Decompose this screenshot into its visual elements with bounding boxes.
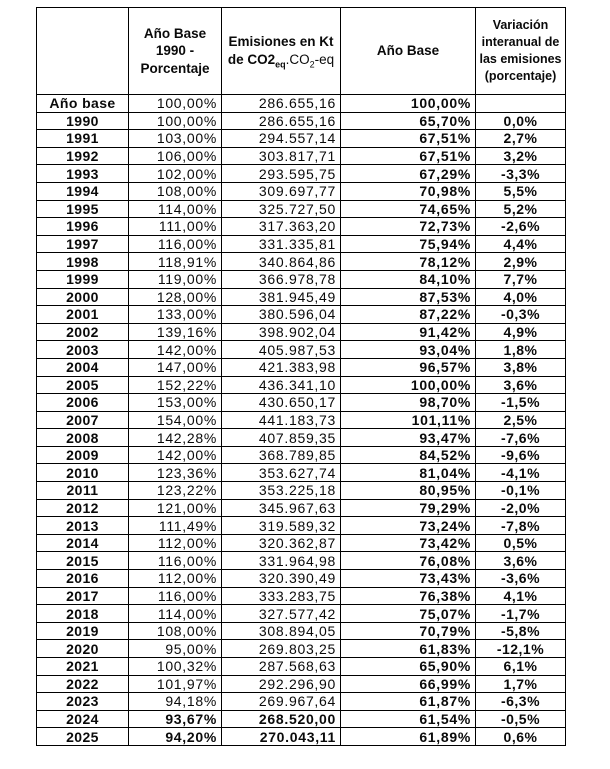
base-year-cell: 74,65% (341, 200, 476, 218)
year-cell: 2004 (37, 358, 129, 376)
emissions-kt-cell: 319.589,32 (222, 517, 341, 535)
base-year-percentage-cell: 95,00% (129, 640, 222, 658)
table-row (37, 95, 566, 113)
table-row (37, 710, 566, 728)
base-year-percentage-cell: 106,00% (129, 147, 222, 165)
base-year-percentage-cell: 108,00% (129, 182, 222, 200)
base-year-cell: 91,42% (341, 323, 476, 341)
emissions-kt-cell: 317.363,20 (222, 218, 341, 236)
interannual-variation-cell: 3,2% (476, 147, 566, 165)
table-row (37, 341, 566, 359)
year-cell: 2017 (37, 587, 129, 605)
interannual-variation-cell: 2,5% (476, 411, 566, 429)
interannual-variation-cell: -3,3% (476, 165, 566, 183)
year-cell: 2005 (37, 376, 129, 394)
year-cell: 2020 (37, 640, 129, 658)
interannual-variation-cell: 1,7% (476, 675, 566, 693)
interannual-variation-cell: 3,6% (476, 552, 566, 570)
year-cell: 2023 (37, 693, 129, 711)
table-row (37, 570, 566, 588)
emissions-kt-cell: 331.335,81 (222, 235, 341, 253)
emissions-kt-cell: 293.595,75 (222, 165, 341, 183)
year-cell: 2011 (37, 482, 129, 500)
interannual-variation-cell: 2,9% (476, 253, 566, 271)
header-emissions-line1: Emisiones en Kt (228, 34, 334, 50)
year-cell: 2014 (37, 534, 129, 552)
emissions-kt-cell: 345.967,63 (222, 499, 341, 517)
year-cell: 1999 (37, 270, 129, 288)
table-row (37, 499, 566, 517)
table-row (37, 446, 566, 464)
interannual-variation-cell: -0,3% (476, 306, 566, 324)
year-cell: 2000 (37, 288, 129, 306)
base-year-percentage-cell: 102,00% (129, 165, 222, 183)
interannual-variation-cell: 5,2% (476, 200, 566, 218)
interannual-variation-cell: 3,6% (476, 376, 566, 394)
interannual-variation-cell: 4,9% (476, 323, 566, 341)
emissions-kt-cell: 368.789,85 (222, 446, 341, 464)
interannual-variation-cell: -12,1% (476, 640, 566, 658)
base-year-percentage-cell: 114,00% (129, 605, 222, 623)
year-cell: 2019 (37, 622, 129, 640)
year-cell: 2025 (37, 728, 129, 746)
table-row (37, 147, 566, 165)
year-cell: Año base (37, 95, 129, 113)
emissions-kt-cell: 340.864,86 (222, 253, 341, 271)
interannual-variation-cell: -1,7% (476, 605, 566, 623)
header-emissions-co2-bold: de CO2 (227, 52, 276, 67)
base-year-cell: 100,00% (341, 95, 476, 113)
table-row (37, 429, 566, 447)
base-year-percentage-cell: 142,00% (129, 446, 222, 464)
emissions-kt-cell: 405.987,53 (222, 341, 341, 359)
table-row (37, 587, 566, 605)
table-row (37, 323, 566, 341)
header-row (37, 8, 566, 95)
year-cell: 1992 (37, 147, 129, 165)
base-year-percentage-cell: 111,00% (129, 218, 222, 236)
year-cell: 1993 (37, 165, 129, 183)
table-row (37, 534, 566, 552)
table-row (37, 130, 566, 148)
table-body (37, 95, 566, 746)
emissions-kt-cell: 294.557,14 (222, 130, 341, 148)
base-year-percentage-cell: 100,00% (129, 95, 222, 113)
base-year-cell: 65,70% (341, 112, 476, 130)
interannual-variation-cell: 5,5% (476, 182, 566, 200)
base-year-cell: 73,43% (341, 570, 476, 588)
base-year-cell: 81,04% (341, 464, 476, 482)
year-cell: 2018 (37, 605, 129, 623)
base-year-percentage-cell: 116,00% (129, 587, 222, 605)
table-row (37, 394, 566, 412)
header-interannual-variation: Variación interanual de las emisiones (porcentaje) (476, 8, 566, 95)
emissions-kt-cell: 286.655,16 (222, 112, 341, 130)
interannual-variation-cell: 0,5% (476, 534, 566, 552)
year-cell: 2022 (37, 675, 129, 693)
emissions-kt-cell: 269.803,25 (222, 640, 341, 658)
table-row (37, 288, 566, 306)
emissions-kt-cell: 286.655,16 (222, 95, 341, 113)
emissions-kt-cell: 331.964,98 (222, 552, 341, 570)
year-cell: 1991 (37, 130, 129, 148)
base-year-percentage-cell: 152,22% (129, 376, 222, 394)
base-year-cell: 100,00% (341, 376, 476, 394)
year-cell: 2006 (37, 394, 129, 412)
year-cell: 2010 (37, 464, 129, 482)
year-cell: 1995 (37, 200, 129, 218)
base-year-percentage-cell: 154,00% (129, 411, 222, 429)
emissions-kt-cell: 268.520,00 (222, 710, 341, 728)
base-year-cell: 67,51% (341, 130, 476, 148)
emissions-kt-cell: 353.627,74 (222, 464, 341, 482)
interannual-variation-cell: 0,6% (476, 728, 566, 746)
table-row (37, 112, 566, 130)
base-year-percentage-cell: 100,00% (129, 112, 222, 130)
table-row (37, 376, 566, 394)
base-year-cell: 78,12% (341, 253, 476, 271)
interannual-variation-cell: -2,0% (476, 499, 566, 517)
year-cell: 2015 (37, 552, 129, 570)
base-year-percentage-cell: 121,00% (129, 499, 222, 517)
interannual-variation-cell: -9,6% (476, 446, 566, 464)
emissions-table (36, 7, 566, 746)
interannual-variation-cell: -5,8% (476, 622, 566, 640)
table-row (37, 358, 566, 376)
table-row (37, 411, 566, 429)
interannual-variation-cell: -7,6% (476, 429, 566, 447)
year-cell: 1996 (37, 218, 129, 236)
year-cell: 2016 (37, 570, 129, 588)
base-year-percentage-cell: 153,00% (129, 394, 222, 412)
table-row (37, 270, 566, 288)
interannual-variation-cell: 4,4% (476, 235, 566, 253)
base-year-cell: 65,90% (341, 658, 476, 676)
base-year-cell: 87,53% (341, 288, 476, 306)
interannual-variation-cell: -7,8% (476, 517, 566, 535)
base-year-percentage-cell: 119,00% (129, 270, 222, 288)
emissions-kt-cell: 366.978,78 (222, 270, 341, 288)
table-row (37, 622, 566, 640)
base-year-percentage-cell: 100,32% (129, 658, 222, 676)
base-year-cell: 73,24% (341, 517, 476, 535)
year-cell: 2007 (37, 411, 129, 429)
emissions-kt-cell: 421.383,98 (222, 358, 341, 376)
base-year-percentage-cell: 142,00% (129, 341, 222, 359)
year-cell: 2021 (37, 658, 129, 676)
table-row (37, 605, 566, 623)
base-year-cell: 75,94% (341, 235, 476, 253)
base-year-percentage-cell: 116,00% (129, 552, 222, 570)
table-row (37, 640, 566, 658)
year-cell: 2012 (37, 499, 129, 517)
base-year-cell: 76,08% (341, 552, 476, 570)
base-year-percentage-cell: 128,00% (129, 288, 222, 306)
header-emissions-2-subscript: 2 (309, 59, 315, 70)
base-year-cell: 73,42% (341, 534, 476, 552)
emissions-kt-cell: 320.390,49 (222, 570, 341, 588)
table-row (37, 517, 566, 535)
emissions-kt-cell: 436.341,10 (222, 376, 341, 394)
header-emissions-co2-regular: .CO (285, 52, 310, 67)
interannual-variation-cell: -0,5% (476, 710, 566, 728)
base-year-cell: 61,89% (341, 728, 476, 746)
table-row (37, 306, 566, 324)
header-emissions-kt (222, 8, 341, 95)
base-year-cell: 67,51% (341, 147, 476, 165)
base-year-percentage-cell: 103,00% (129, 130, 222, 148)
base-year-cell: 70,79% (341, 622, 476, 640)
interannual-variation-cell: 4,0% (476, 288, 566, 306)
interannual-variation-cell: -1,5% (476, 394, 566, 412)
emissions-kt-cell: 303.817,71 (222, 147, 341, 165)
base-year-cell: 80,95% (341, 482, 476, 500)
base-year-cell: 72,73% (341, 218, 476, 236)
base-year-percentage-cell: 101,97% (129, 675, 222, 693)
header-emissions-eq-subscript: eq (275, 59, 286, 70)
interannual-variation-cell: 1,8% (476, 341, 566, 359)
base-year-percentage-cell: 112,00% (129, 570, 222, 588)
base-year-cell: 98,70% (341, 394, 476, 412)
interannual-variation-cell: 6,1% (476, 658, 566, 676)
base-year-percentage-cell: 139,16% (129, 323, 222, 341)
table-row (37, 693, 566, 711)
emissions-kt-cell: 309.697,77 (222, 182, 341, 200)
emissions-kt-cell: 380.596,04 (222, 306, 341, 324)
emissions-kt-cell: 325.727,50 (222, 200, 341, 218)
emissions-kt-cell: 287.568,63 (222, 658, 341, 676)
emissions-kt-cell: 441.183,73 (222, 411, 341, 429)
interannual-variation-cell: 2,7% (476, 130, 566, 148)
table-row (37, 658, 566, 676)
interannual-variation-cell: -2,6% (476, 218, 566, 236)
interannual-variation-cell: 3,8% (476, 358, 566, 376)
header-year-empty (37, 8, 129, 95)
table-row (37, 165, 566, 183)
base-year-cell: 79,29% (341, 499, 476, 517)
base-year-percentage-cell: 133,00% (129, 306, 222, 324)
emissions-kt-cell: 333.283,75 (222, 587, 341, 605)
base-year-cell: 75,07% (341, 605, 476, 623)
base-year-percentage-cell: 111,49% (129, 517, 222, 535)
emissions-kt-cell: 270.043,11 (222, 728, 341, 746)
base-year-cell: 66,99% (341, 675, 476, 693)
interannual-variation-cell (476, 95, 566, 113)
base-year-percentage-cell: 123,36% (129, 464, 222, 482)
interannual-variation-cell: 4,1% (476, 587, 566, 605)
year-cell: 1998 (37, 253, 129, 271)
table-row (37, 218, 566, 236)
base-year-percentage-cell: 94,18% (129, 693, 222, 711)
interannual-variation-cell: 0,0% (476, 112, 566, 130)
header-emissions-line2 (225, 51, 337, 69)
base-year-percentage-cell: 114,00% (129, 200, 222, 218)
table-row (37, 200, 566, 218)
emissions-kt-cell: 381.945,49 (222, 288, 341, 306)
interannual-variation-cell: -3,6% (476, 570, 566, 588)
base-year-percentage-cell: 116,00% (129, 235, 222, 253)
year-cell: 2003 (37, 341, 129, 359)
emissions-kt-cell: 292.296,90 (222, 675, 341, 693)
emissions-kt-cell: 398.902,04 (222, 323, 341, 341)
base-year-cell: 84,10% (341, 270, 476, 288)
year-cell: 1994 (37, 182, 129, 200)
base-year-percentage-cell: 93,67% (129, 710, 222, 728)
base-year-cell: 87,22% (341, 306, 476, 324)
base-year-cell: 61,54% (341, 710, 476, 728)
base-year-cell: 96,57% (341, 358, 476, 376)
base-year-percentage-cell: 147,00% (129, 358, 222, 376)
emissions-kt-cell: 407.859,35 (222, 429, 341, 447)
header-emissions-eq-tail: -eq (314, 52, 335, 67)
table-row (37, 675, 566, 693)
base-year-cell: 93,47% (341, 429, 476, 447)
table-row (37, 464, 566, 482)
base-year-percentage-cell: 94,20% (129, 728, 222, 746)
base-year-cell: 61,87% (341, 693, 476, 711)
base-year-cell: 101,11% (341, 411, 476, 429)
table-row (37, 552, 566, 570)
interannual-variation-cell: -0,1% (476, 482, 566, 500)
base-year-cell: 61,83% (341, 640, 476, 658)
base-year-percentage-cell: 118,91% (129, 253, 222, 271)
emissions-kt-cell: 269.967,64 (222, 693, 341, 711)
table-row (37, 182, 566, 200)
base-year-cell: 67,29% (341, 165, 476, 183)
year-cell: 2013 (37, 517, 129, 535)
base-year-cell: 93,04% (341, 341, 476, 359)
base-year-percentage-cell: 108,00% (129, 622, 222, 640)
base-year-percentage-cell: 112,00% (129, 534, 222, 552)
emissions-kt-cell: 327.577,42 (222, 605, 341, 623)
base-year-percentage-cell: 142,28% (129, 429, 222, 447)
emissions-kt-cell: 353.225,18 (222, 482, 341, 500)
table-row (37, 235, 566, 253)
header-base-year: Año Base (341, 8, 476, 95)
base-year-cell: 84,52% (341, 446, 476, 464)
header-base-year-percentage: Año Base 1990 - Porcentaje (129, 8, 222, 95)
interannual-variation-cell: 7,7% (476, 270, 566, 288)
table-row (37, 728, 566, 746)
emissions-kt-cell: 430.650,17 (222, 394, 341, 412)
table-row (37, 253, 566, 271)
table-row (37, 482, 566, 500)
base-year-percentage-cell: 123,22% (129, 482, 222, 500)
year-cell: 2024 (37, 710, 129, 728)
year-cell: 2002 (37, 323, 129, 341)
year-cell: 2001 (37, 306, 129, 324)
emissions-kt-cell: 308.894,05 (222, 622, 341, 640)
interannual-variation-cell: -4,1% (476, 464, 566, 482)
base-year-cell: 76,38% (341, 587, 476, 605)
year-cell: 1990 (37, 112, 129, 130)
interannual-variation-cell: -6,3% (476, 693, 566, 711)
year-cell: 2008 (37, 429, 129, 447)
base-year-cell: 70,98% (341, 182, 476, 200)
year-cell: 1997 (37, 235, 129, 253)
year-cell: 2009 (37, 446, 129, 464)
emissions-kt-cell: 320.362,87 (222, 534, 341, 552)
